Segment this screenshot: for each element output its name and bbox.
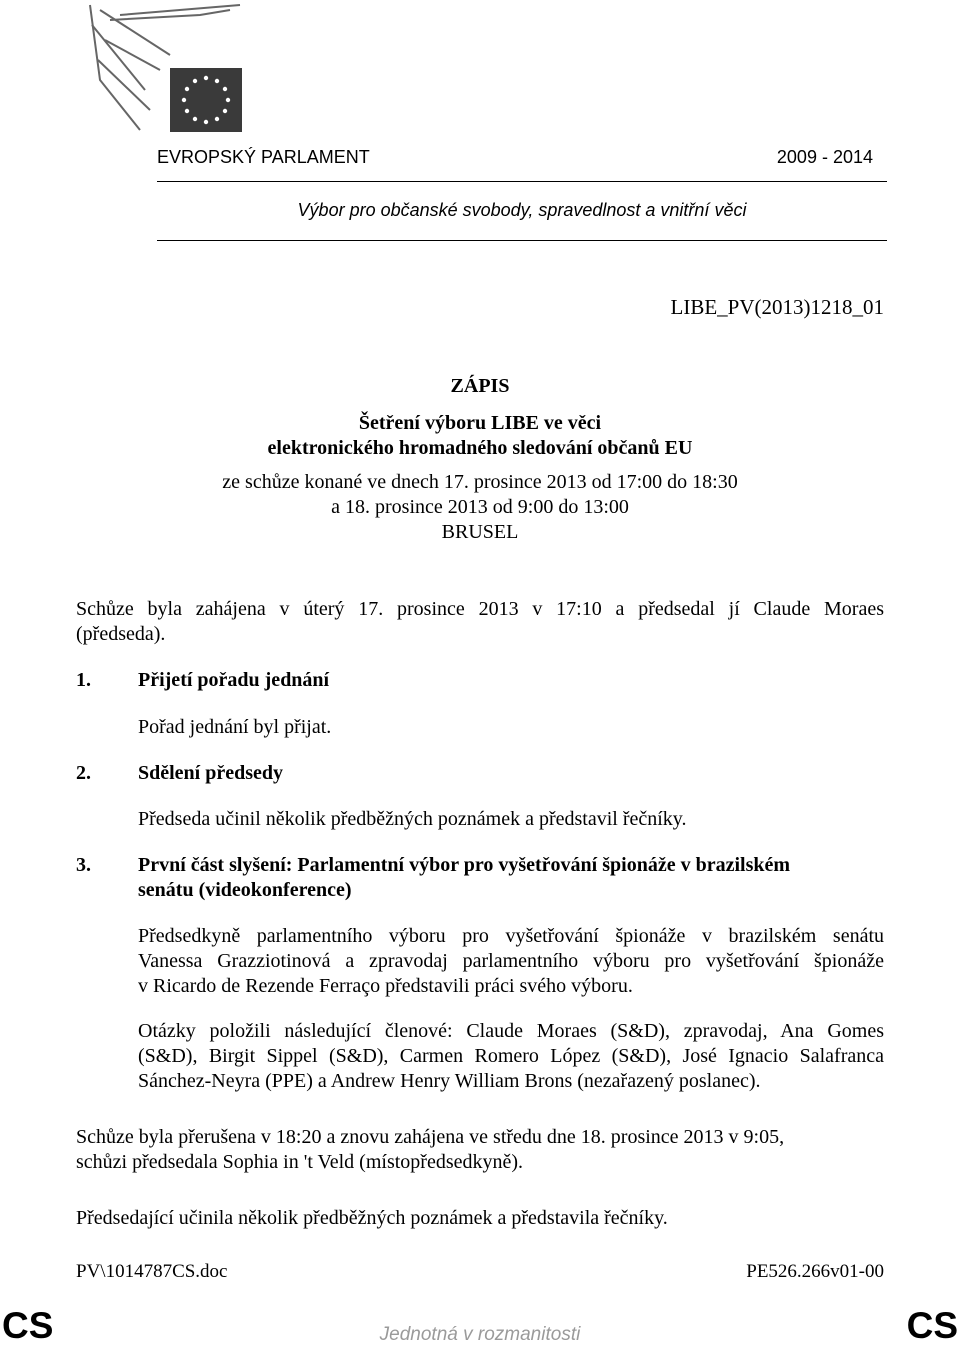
file-reference: PV\1014787CS.doc (76, 1261, 228, 1282)
pe-number: PE526.266v01-00 (746, 1261, 884, 1282)
item-3-para-2-line-3: Sánchez-Neyra (PPE) a Andrew Henry William Brons (nezařazený poslanec). (138, 1070, 761, 1092)
meeting-dates-line-2: a 18. prosince 2013 od 9:00 do 13:00 (331, 496, 629, 518)
subject-line-2: elektronického hromadného sledování občanů EU (267, 437, 693, 459)
agenda-item-title: Sdělení předsedy (138, 762, 284, 784)
agenda-item-number: 2. (76, 762, 91, 784)
eu-motto: Jednotná v rozmanitosti (379, 1324, 581, 1345)
committee-divider (157, 240, 887, 241)
header-divider (157, 181, 887, 182)
subject-line-1: Šetření výboru LIBE ve věci (358, 412, 602, 434)
document-reference: LIBE_PV(2013)1218_01 (670, 295, 884, 319)
meeting-place: BRUSEL (441, 521, 519, 543)
minutes-heading: ZÁPIS (450, 375, 510, 397)
agenda-item-number: 1. (76, 669, 91, 691)
agenda-item-number: 3. (76, 854, 91, 876)
suspension-line-1: Schůze byla přerušena v 18:20 a znovu zahájena ve středu dne 18. prosince 2013 v 9:05, (76, 1126, 785, 1148)
language-code-left: CS (2, 1305, 54, 1346)
agenda-item-2-heading (76, 761, 884, 786)
item-3-para-1-line-3: v Ricardo de Rezende Ferraço představili práci svého výboru. (138, 975, 633, 997)
agenda-item-title: Přijetí pořadu jednání (138, 669, 330, 691)
agenda-item-2-body: Předseda učinil několik předběžných poznámek a představil řečníky. (138, 808, 687, 830)
suspension-line-2: schůzi předsedala Sophia in 't Veld (místopředsedkyně). (76, 1151, 524, 1173)
item-3-para-2-line-2: (S&D), Birgit Sippel (S&D), Carmen Romero López (S&D), José Ignacio Salafranca (138, 1045, 884, 1067)
opening-line-2: (předseda). (76, 623, 166, 645)
item-3-para-1-line-1: Předsedkyně parlamentního výboru pro vyšetřování špionáže v brazilském senátu (138, 925, 884, 947)
item-3-para-2-line-1: Otázky položili následující členové: Claude Moraes (S&D), zpravodaj, Ana Gomes (138, 1020, 884, 1042)
committee-name: Výbor pro občanské svobody, spravedlnost a vnitřní věci (297, 200, 747, 220)
meeting-dates-line-1: ze schůze konané ve dnech 17. prosince 2013 od 17:00 do 18:30 (222, 471, 738, 493)
opening-line-1: Schůze byla zahájena v úterý 17. prosince 2013 v 17:10 a předsedal jí Claude Moraes (76, 598, 884, 620)
chair-remarks: Předsedající učinila několik předběžných poznámek a představila řečníky. (76, 1207, 668, 1229)
language-code-right: CS (906, 1305, 958, 1346)
european-parliament-logo (80, 0, 250, 140)
agenda-item-3-heading (76, 853, 884, 878)
parliamentary-term: 2009 - 2014 (776, 147, 873, 167)
item-3-para-1-line-2: Vanessa Grazziotinová a zpravodaj parlamentního výboru pro vyšetřování špionáže (138, 950, 884, 972)
agenda-item-title: První část slyšení: Parlamentní výbor pro vyšetřování špionáže v brazilském (138, 854, 791, 876)
agenda-item-3-heading-line-2: senátu (videokonference) (138, 879, 352, 901)
institution-name: EVROPSKÝ PARLAMENT (157, 147, 370, 167)
agenda-item-1-heading (76, 668, 884, 693)
agenda-item-1-body: Pořad jednání byl přijat. (138, 716, 332, 738)
